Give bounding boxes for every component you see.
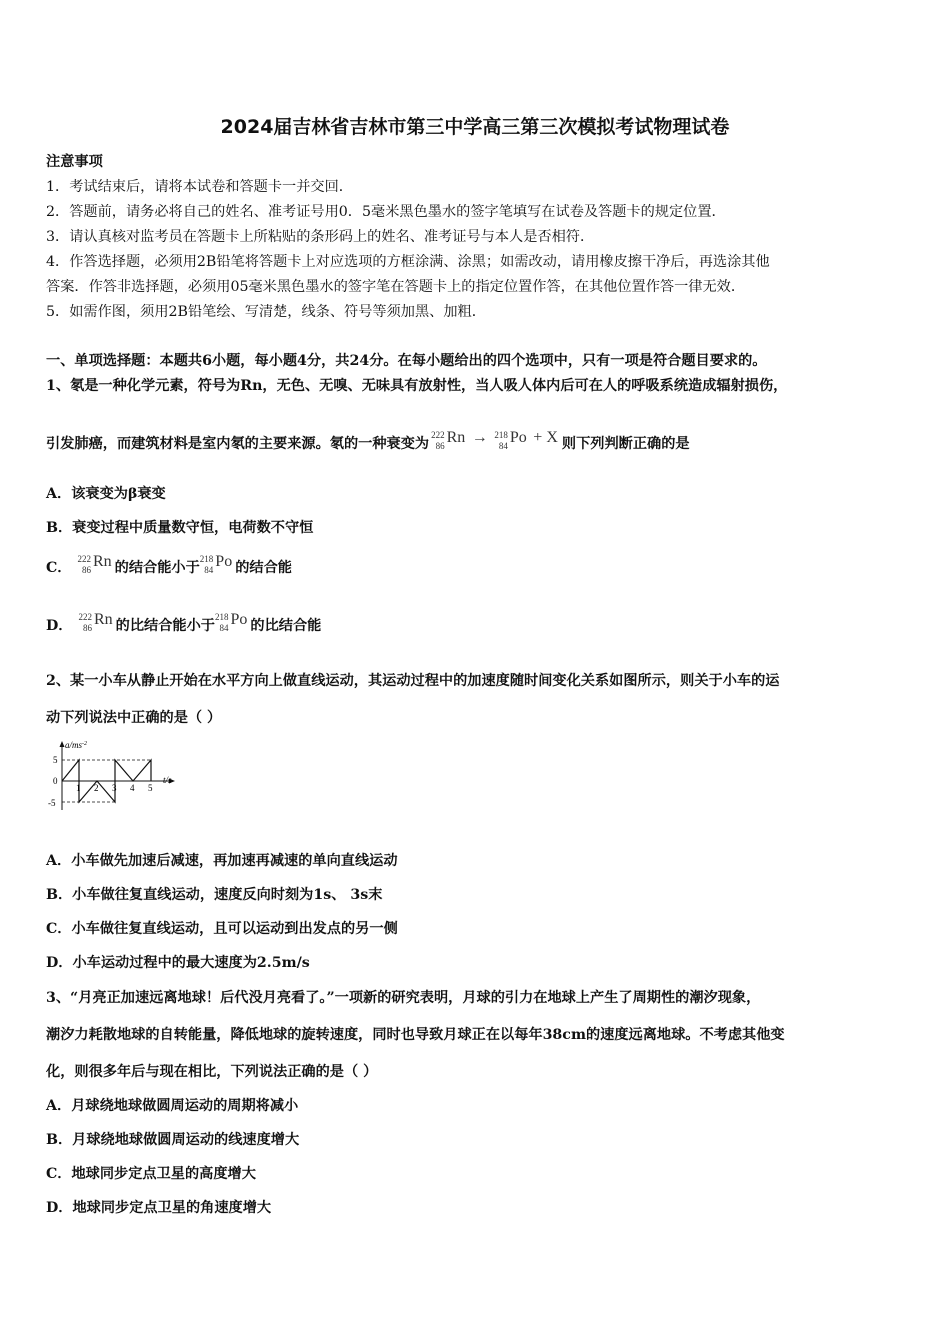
- po-mass: 218: [215, 612, 229, 622]
- rn-z: 86: [83, 623, 92, 633]
- rn-symbol: Rn: [446, 429, 466, 446]
- q1-option-c-label: C．: [46, 560, 72, 576]
- q1-option-c-end: 的结合能: [235, 560, 292, 576]
- q3-stem-line3: 化，则很多年后与现在相比，下列说法正确的是（ ）: [46, 1064, 378, 1080]
- q1-option-d-rn: [79, 610, 113, 638]
- po-z: 84: [498, 441, 508, 451]
- po-mass: 218: [199, 554, 214, 564]
- x-tick-1: 1: [76, 783, 81, 793]
- notice-item-4: 4．作答选择题，必须用2B铅笔将答题卡上对应选项的方框涂满、涂黑；如需改动，请用橡皮擦干净后，再选涂其他: [46, 254, 770, 270]
- decay-arrow: →: [471, 429, 488, 446]
- q1-stem-line2: [46, 428, 690, 456]
- q3-option-c[interactable]: C．地球同步定点卫星的高度增大: [46, 1166, 256, 1182]
- rn-z: 86: [435, 441, 445, 451]
- notice-item-3: 3．请认真核对监考员在答题卡上所粘贴的条形码上的姓名、准考证号与本人是否相符．: [46, 229, 595, 245]
- q1-option-d-end: 的比结合能: [250, 618, 322, 634]
- q1-option-d-mid: 的比结合能小于: [115, 618, 215, 634]
- x-axis-label: t/s: [163, 775, 172, 785]
- notice-item-4-cont: 答案．作答非选择题，必须用05毫米黑色墨水的签字笔在答题卡上的指定位置作答，在其他位置作答一律无效．: [46, 279, 746, 295]
- rn-indices: [431, 430, 445, 452]
- q2-option-d[interactable]: D．小车运动过程中的最大速度为2.5m/s: [46, 955, 310, 971]
- plus-x: + X: [533, 429, 558, 446]
- q1-equation: [431, 428, 558, 456]
- q1-stem-line2-pre: 引发肺癌，而建筑材料是室内氡的主要来源。氡的一种衰变为: [46, 436, 430, 452]
- section-heading: 一、单项选择题：本题共6小题，每小题4分，共24分。在每小题给出的四个选项中，只有一项是符合题目要求的。: [46, 353, 767, 369]
- q3-option-d[interactable]: D．地球同步定点卫星的角速度增大: [46, 1200, 272, 1216]
- q2-option-b[interactable]: B．小车做往复直线运动，速度反向时刻为1s、 3s末: [46, 887, 383, 903]
- q1-stem-line2-post: 则下列判断正确的是: [561, 436, 690, 452]
- q3-stem-line1: 3、“月亮正加速远离地球！后代没月亮看了。”一项新的研究表明，月球的引力在地球上产生了周期性的潮汐现象，: [46, 990, 761, 1006]
- page-title: 2024届吉林省吉林市第三中学高三第三次模拟考试物理试卷: [220, 116, 730, 138]
- q3-option-b[interactable]: B．月球绕地球做圆周运动的线速度增大: [46, 1132, 300, 1148]
- rn-symbol: Rn: [92, 553, 112, 570]
- x-tick-3: 3: [112, 783, 117, 793]
- po-symbol: Po: [215, 553, 233, 570]
- rn-indices: [77, 554, 91, 576]
- x-tick-4: 4: [130, 783, 135, 793]
- rn-mass: 222: [77, 554, 91, 564]
- x-tick-5: 5: [148, 783, 153, 793]
- po-indices: [215, 612, 229, 634]
- q1-stem-line1: 1、氡是一种化学元素，符号为Rn，无色、无嗅、无味具有放射性，当人吸人体内后可在人的呼吸系统造成辐射损伤，: [46, 378, 788, 394]
- q1-option-c-mid: 的结合能小于: [114, 560, 200, 576]
- po-indices: [200, 554, 214, 576]
- q1-option-d-po: [215, 610, 247, 638]
- y-tick-5: 5: [53, 755, 58, 765]
- notice-item-1: 1．考试结束后，请将本试卷和答题卡一并交回．: [46, 179, 353, 195]
- po-indices: [494, 430, 508, 452]
- y-axis-arrow: [60, 741, 65, 747]
- q2-option-c[interactable]: C．小车做往复直线运动，且可以运动到出发点的另一侧: [46, 921, 398, 937]
- rn-z: 86: [81, 565, 91, 575]
- q3-option-a[interactable]: A．月球绕地球做圆周运动的周期将减小: [46, 1098, 299, 1114]
- po-z: 84: [204, 565, 214, 575]
- notice-heading: 注意事项: [46, 154, 103, 170]
- q2-stem-line2: 动下列说法中正确的是（ ）: [46, 710, 222, 726]
- po-symbol: Po: [509, 429, 527, 446]
- notice-item-2: 2．答题前，请务必将自己的姓名、准考证号用0．5毫米黑色墨水的签字笔填写在试卷及答题卡的规定位置．: [46, 204, 726, 220]
- po-symbol: Po: [230, 611, 248, 628]
- x-tick-2: 2: [94, 783, 99, 793]
- po-mass: 218: [494, 430, 508, 440]
- notice-item-5: 5．如需作图，须用2B铅笔绘、写清楚，线条、符号等须加黑、加粗．: [46, 304, 486, 320]
- q1-option-a[interactable]: A．该衰变为β衰变: [46, 486, 166, 502]
- rn-indices: [79, 612, 93, 634]
- q2-stem-line1: 2、某一小车从静止开始在水平方向上做直线运动，其运动过程中的加速度随时间变化关系如图所示，则关于小车的运: [46, 673, 780, 689]
- q1-option-d[interactable]: [46, 610, 321, 638]
- po-z: 84: [219, 623, 229, 633]
- rn-symbol: Rn: [94, 611, 113, 628]
- acceleration-time-graph: [44, 738, 184, 814]
- y-tick-0: 0: [53, 776, 58, 786]
- y-tick-neg5: -5: [48, 798, 56, 808]
- q3-stem-line2: 潮汐力耗散地球的自转能量，降低地球的旋转速度，同时也导致月球正在以每年38cm的速度远离地球。不考虑其他变: [46, 1027, 785, 1043]
- y-axis-label: $a/ms^{-2}$: [65, 740, 88, 750]
- q1-option-c-po: [200, 552, 232, 580]
- q1-option-b[interactable]: B．衰变过程中质量数守恒，电荷数不守恒: [46, 520, 314, 536]
- q1-option-d-label: D．: [46, 618, 73, 634]
- q2-option-a[interactable]: A．小车做先加速后减速，再加速再减速的单向直线运动: [46, 853, 398, 869]
- rn-mass: 222: [78, 612, 92, 622]
- q1-option-c[interactable]: [46, 552, 292, 580]
- q1-option-c-rn: [77, 552, 111, 580]
- rn-mass: 222: [431, 430, 445, 440]
